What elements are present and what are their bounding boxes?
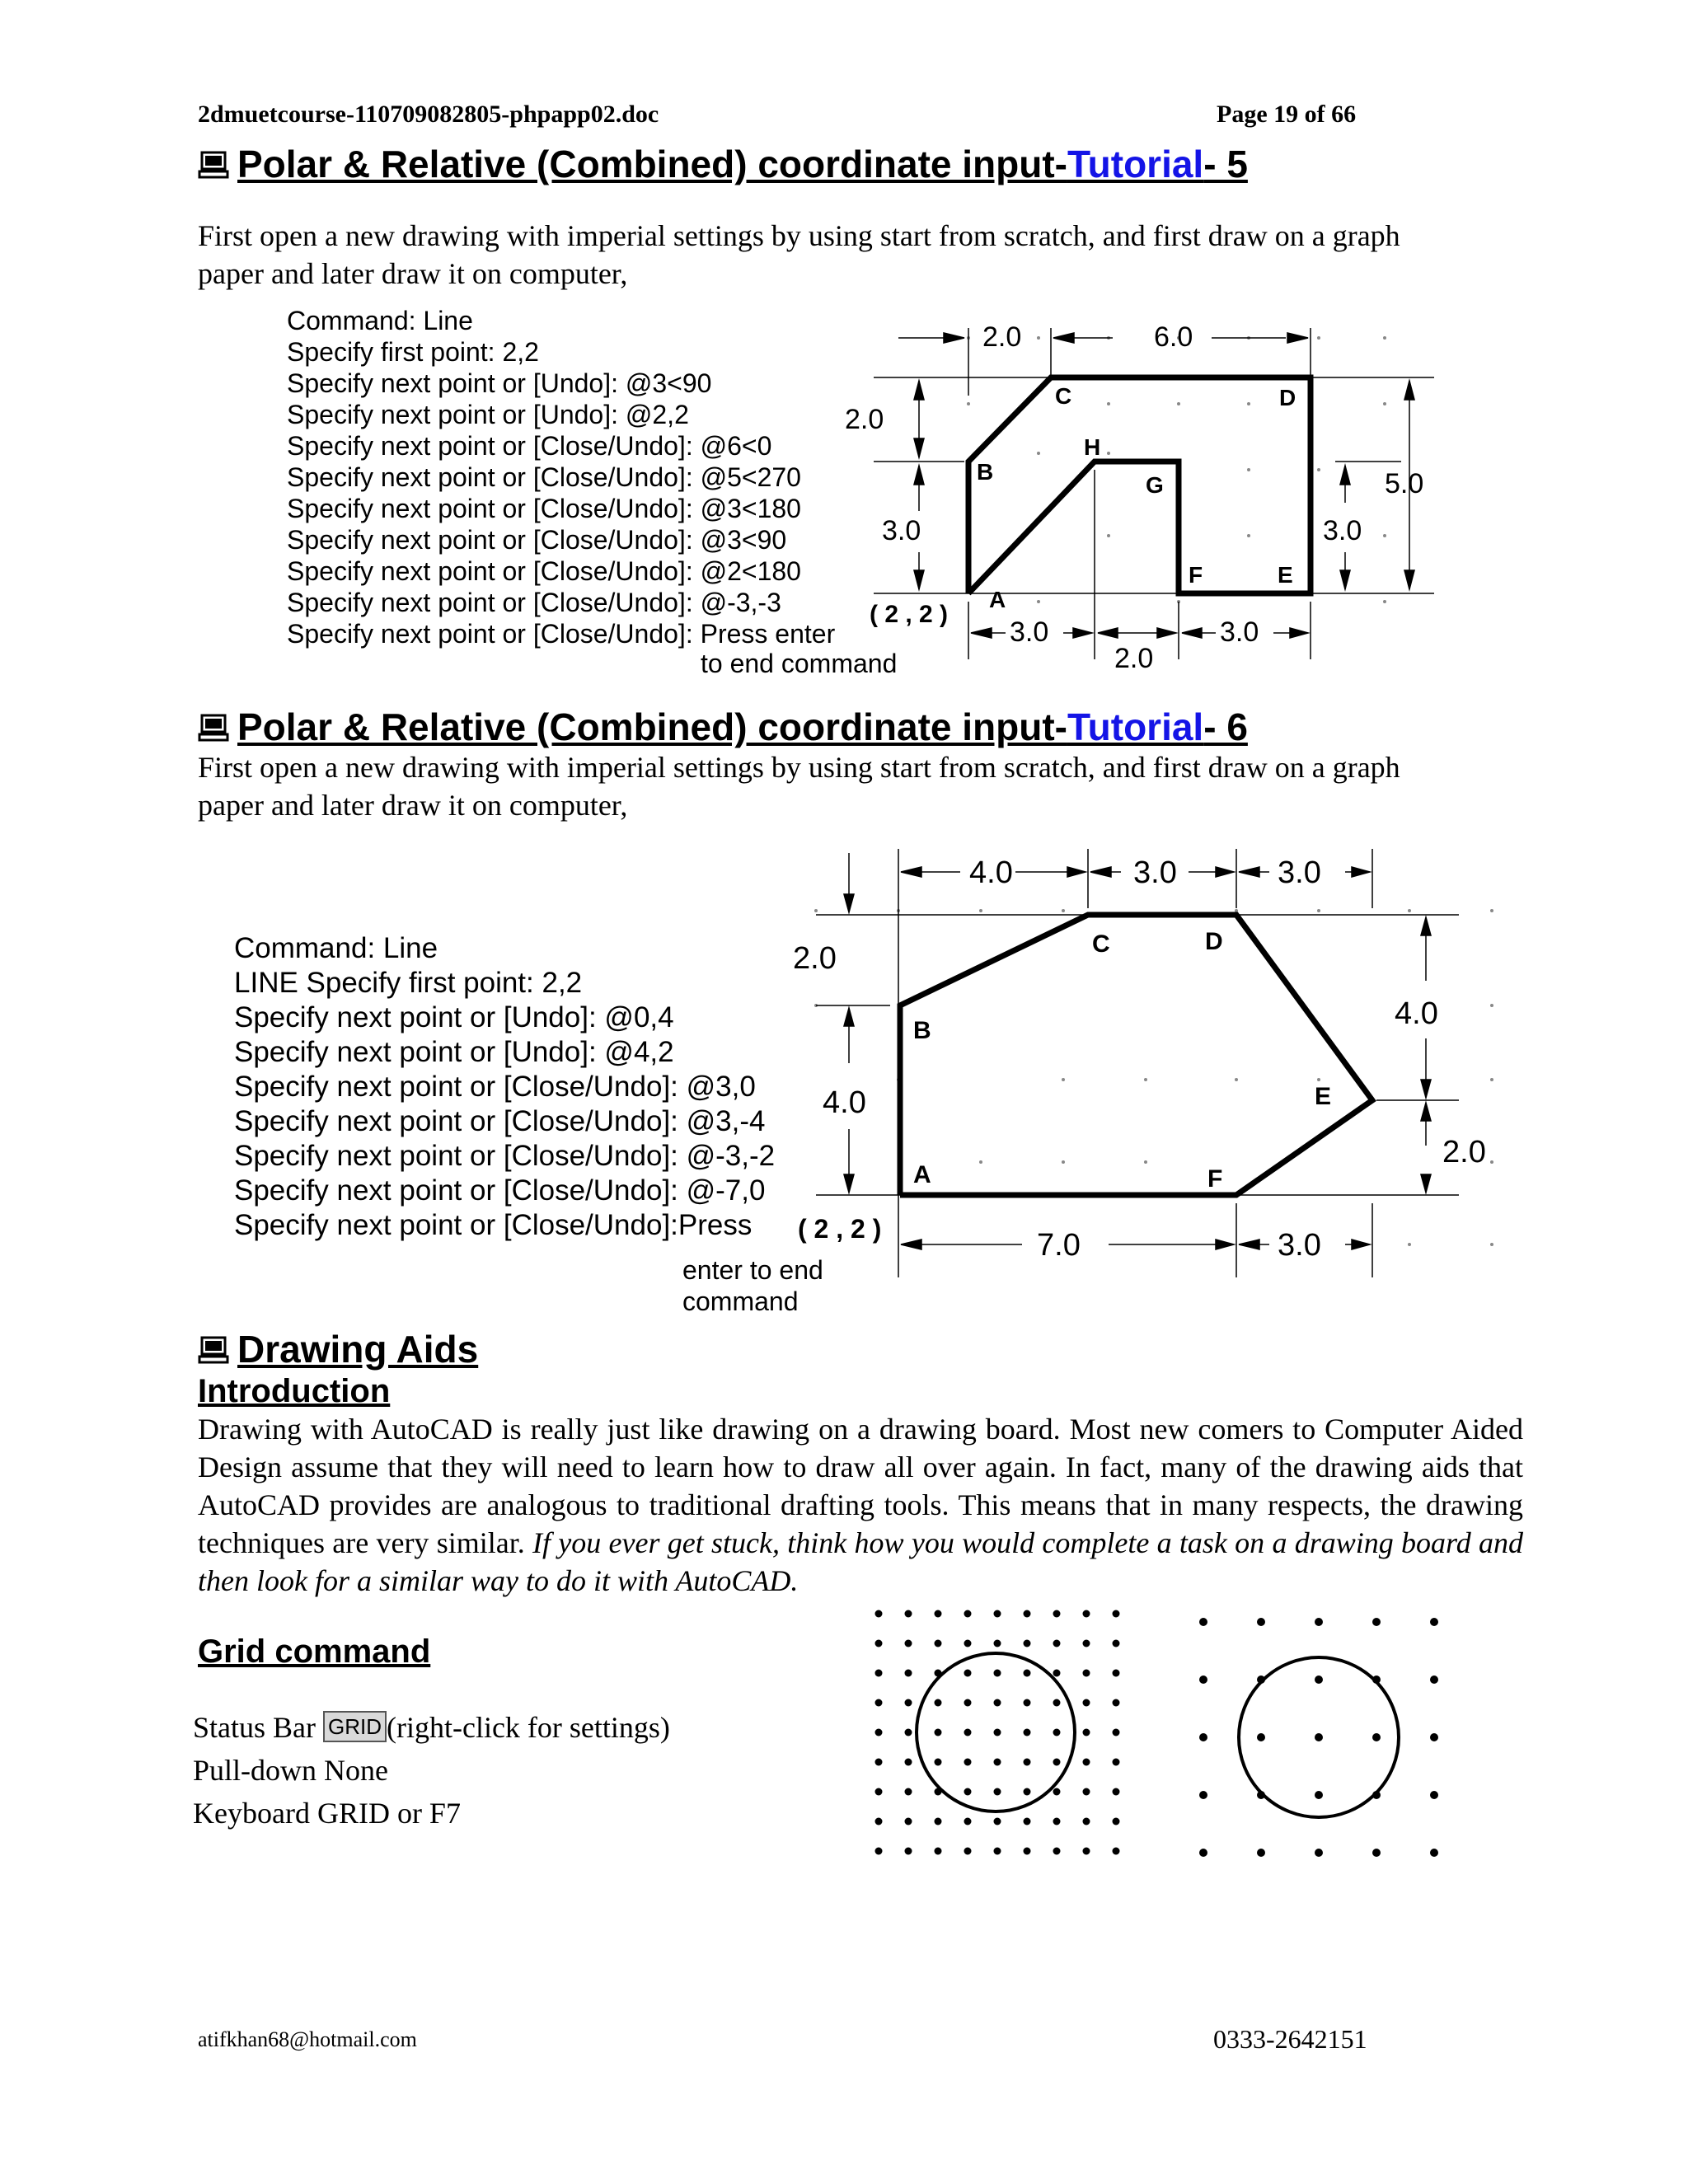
sparse-grid-illustration [1179, 1607, 1459, 1871]
grid-dot [1372, 1849, 1381, 1857]
tutorial6-command-line: Specify next point or [Close/Undo]: @-7,0 [234, 1174, 766, 1207]
t6-point-f: F [1207, 1165, 1223, 1193]
grid-dot [994, 1699, 1001, 1707]
grid-dot [1024, 1759, 1031, 1766]
grid-dot [1024, 1848, 1031, 1855]
grid-dot [1315, 1733, 1323, 1741]
grid-dot [1430, 1618, 1438, 1626]
tutorial5-command-list [287, 305, 835, 649]
grid-dot [994, 1788, 1001, 1796]
t6-start-point: ( 2 , 2 ) [798, 1214, 882, 1244]
grid-dot [935, 1759, 942, 1766]
grid-dot [964, 1848, 972, 1855]
t5-point-h: H [1084, 434, 1101, 460]
grid-dot [1053, 1699, 1061, 1707]
t6-dim-bottom-left: 7.0 [1037, 1228, 1081, 1263]
tutorial6-title-prefix: Polar & Relative (Combined) coordinate input- [237, 705, 1067, 748]
grid-dot [875, 1699, 883, 1707]
grid-dot [1315, 1849, 1323, 1857]
grid-dot [905, 1699, 912, 1707]
tutorial6-command-line: Specify next point or [Undo]: @0,4 [234, 1001, 674, 1033]
grid-dot [1053, 1610, 1061, 1618]
grid-dot [1053, 1670, 1061, 1677]
grid-dot [905, 1848, 912, 1855]
grid-dot [1199, 1791, 1207, 1799]
t5-dim-bottom-mid: 2.0 [1114, 643, 1154, 674]
grid-dot [875, 1610, 883, 1618]
footer-phone: 0333-2642151 [1213, 2024, 1367, 2054]
t5-point-f: F [1189, 562, 1203, 588]
t5-dim-right-inner: 3.0 [1323, 515, 1362, 546]
grid-dot [1083, 1610, 1090, 1618]
grid-dot [1083, 1729, 1090, 1736]
grid-dot [1083, 1788, 1090, 1796]
grid-dot [1315, 1791, 1323, 1799]
tutorial5-title-prefix: Polar & Relative (Combined) coordinate input- [237, 143, 1067, 185]
grid-dot [1199, 1849, 1207, 1857]
grid-dot [964, 1610, 972, 1618]
status-bar-label: Status Bar [193, 1711, 316, 1744]
grid-dot [935, 1818, 942, 1825]
grid-dot [994, 1729, 1001, 1736]
t6-dim-bottom-right: 3.0 [1278, 1228, 1321, 1263]
grid-dot [905, 1818, 912, 1825]
tutorial5-figure [841, 305, 1467, 684]
grid-dot [1199, 1733, 1207, 1741]
grid-dot [875, 1729, 883, 1736]
grid-dot [964, 1818, 972, 1825]
drawing-aids-title [198, 1327, 478, 1371]
tutorial5-command-line: Specify first point: 2,2 [287, 337, 539, 367]
grid-dot [1372, 1618, 1381, 1626]
status-bar-note: (right-click for settings) [387, 1711, 670, 1744]
grid-dot [1430, 1791, 1438, 1799]
header-page-number: Page 19 of 66 [1217, 101, 1357, 128]
grid-dot [964, 1788, 972, 1796]
tutorial5-command-line: Specify next point or [Close/Undo]: @3<180 [287, 494, 801, 523]
tutorial5-command-tail: to end command [701, 649, 898, 678]
grid-dot [994, 1818, 1001, 1825]
grid-dot [935, 1640, 942, 1647]
grid-dot [994, 1759, 1001, 1766]
grid-dot [1113, 1818, 1120, 1825]
grid-dot [1024, 1729, 1031, 1736]
grid-dot [875, 1788, 883, 1796]
t6-dim-top-1: 4.0 [969, 855, 1013, 890]
grid-dot [1257, 1618, 1265, 1626]
computer-icon [198, 714, 229, 742]
grid-dot [994, 1848, 1001, 1855]
dense-grid-illustration [865, 1599, 1129, 1863]
t5-point-c: C [1055, 383, 1072, 409]
grid-dot [1053, 1640, 1061, 1647]
grid-dot [964, 1670, 972, 1677]
t6-point-b: B [913, 1017, 931, 1044]
grid-dot [994, 1610, 1001, 1618]
grid-dot [1113, 1670, 1120, 1677]
grid-dot [935, 1699, 942, 1707]
grid-dot [875, 1759, 883, 1766]
grid-dot [1113, 1848, 1120, 1855]
grid-dot [1113, 1788, 1120, 1796]
grid-dot [1053, 1759, 1061, 1766]
t5-point-e: E [1278, 562, 1293, 588]
tutorial5-intro: First open a new drawing with imperial settings by using start from scratch, and first draw on a graph paper and later draw it on computer, [198, 219, 1400, 290]
tutorial6-command-line: Specify next point or [Close/Undo]: @-3,-2 [234, 1140, 776, 1172]
t5-point-d: D [1279, 385, 1296, 410]
grid-dot [964, 1729, 972, 1736]
t5-start-point: ( 2 , 2 ) [870, 601, 949, 628]
grid-dot [1199, 1618, 1207, 1626]
grid-dot [1053, 1818, 1061, 1825]
grid-dot [905, 1640, 912, 1647]
grid-dot [875, 1848, 883, 1855]
grid-dot [1113, 1640, 1120, 1647]
introduction-italic-text: If you ever get stuck, think how you would complete a task on a drawing board and then look for a similar way to do it with AutoCAD. [198, 1526, 1524, 1597]
grid-dot [1113, 1699, 1120, 1707]
grid-dot [1053, 1729, 1061, 1736]
footer-email: atifkhan68@hotmail.com [198, 2027, 417, 2051]
t6-dim-right-upper: 4.0 [1395, 996, 1438, 1031]
grid-dot [1315, 1618, 1323, 1626]
t6-point-d: D [1205, 928, 1223, 955]
tutorial6-figure [783, 832, 1508, 1294]
tutorial6-command-line: LINE Specify first point: 2,2 [234, 967, 583, 999]
tutorial5-command-line: Specify next point or [Close/Undo]: @3<90 [287, 525, 787, 555]
t6-point-c: C [1092, 930, 1110, 958]
tutorial6-command-line: Command: Line [234, 932, 438, 964]
tutorial5-link[interactable]: Tutorial [1067, 143, 1204, 185]
drawing-aids-title-text: Drawing Aids [237, 1328, 479, 1371]
grid-dot [1024, 1699, 1031, 1707]
tutorial5-command-line: Specify next point or [Close/Undo]: @6<0 [287, 431, 772, 461]
t5-dim-top-left: 2.0 [982, 321, 1022, 353]
t6-point-e: E [1315, 1083, 1332, 1110]
grid-dot [1113, 1759, 1120, 1766]
grid-dot [905, 1729, 912, 1736]
tutorial6-command-line: Specify next point or [Close/Undo]: @3,0 [234, 1071, 756, 1103]
grid-dot [994, 1670, 1001, 1677]
grid-dot [1113, 1610, 1120, 1618]
grid-dot [905, 1610, 912, 1618]
grid-dot [1372, 1733, 1381, 1741]
tutorial5-title [198, 142, 1248, 186]
grid-dot [875, 1818, 883, 1825]
t5-dim-left-upper: 2.0 [845, 404, 884, 435]
grid-dot [1430, 1849, 1438, 1857]
grid-dot [905, 1670, 912, 1677]
t6-dim-top-2: 3.0 [1133, 855, 1177, 890]
tutorial5-command-line: Specify next point or [Close/Undo]: @5<270 [287, 462, 801, 492]
t5-point-g: G [1146, 472, 1164, 498]
grid-dot [905, 1759, 912, 1766]
tutorial5-title-suffix: - 5 [1203, 143, 1248, 185]
grid-dot [964, 1759, 972, 1766]
grid-dot [1257, 1849, 1265, 1857]
grid-dot [1024, 1640, 1031, 1647]
introduction-heading: Introduction [198, 1373, 391, 1409]
grid-dot [875, 1670, 883, 1677]
grid-dot [1024, 1788, 1031, 1796]
grid-dot [1257, 1733, 1265, 1741]
t5-point-b: B [977, 459, 994, 485]
keyboard-line: Keyboard GRID or F7 [193, 1797, 461, 1830]
t5-dim-right-total: 5.0 [1385, 468, 1424, 499]
t6-dim-right-lower: 2.0 [1442, 1135, 1486, 1169]
t6-dim-left-lower: 4.0 [823, 1085, 866, 1120]
grid-dot [1053, 1848, 1061, 1855]
grid-dot [935, 1729, 942, 1736]
grid-dot [905, 1788, 912, 1796]
t5-point-a: A [989, 587, 1006, 612]
grid-access-list [193, 1706, 670, 1835]
t5-dim-bottom-right: 3.0 [1220, 616, 1259, 648]
tutorial6-intro: First open a new drawing with imperial settings by using start from scratch, and first draw on a graph paper and later draw it on computer, [198, 751, 1400, 822]
tutorial5-command-line: Specify next point or [Undo]: @3<90 [287, 368, 712, 398]
grid-dot [1024, 1670, 1031, 1677]
computer-icon [198, 1336, 229, 1364]
grid-dot [935, 1610, 942, 1618]
grid-dot [964, 1699, 972, 1707]
tutorial6-command-line: Specify next point or [Close/Undo]:Press [234, 1209, 753, 1241]
t5-dim-top-right: 6.0 [1154, 321, 1193, 353]
grid-dot [1430, 1675, 1438, 1684]
grid-dot [875, 1640, 883, 1647]
grid-status-button[interactable]: GRID [323, 1711, 387, 1742]
tutorial5-command-line: Command: Line [287, 306, 473, 335]
grid-dot [1083, 1818, 1090, 1825]
t6-dim-top-3: 3.0 [1278, 855, 1321, 890]
t5-dim-left-lower: 3.0 [882, 515, 921, 546]
tutorial6-link[interactable]: Tutorial [1067, 705, 1204, 748]
grid-dot [1083, 1699, 1090, 1707]
tutorial5-command-line: Specify next point or [Close/Undo]: @-3,-3 [287, 588, 781, 617]
grid-dot [964, 1640, 972, 1647]
tutorial5-command-line: Specify next point or [Undo]: @2,2 [287, 400, 689, 429]
tutorial6-command-line: Specify next point or [Undo]: @4,2 [234, 1036, 674, 1068]
grid-command-heading: Grid command [198, 1633, 431, 1670]
introduction-text: Drawing with AutoCAD is really just like drawing on a drawing board. Most new comers to Computer Aided Design assume that they will need to learn how to draw all over again. In fact, many of the drawing aids that AutoCAD provides are analogous to traditional drafting tools. This means that in many respects, the drawing techniques are very similar. [198, 1413, 1523, 1559]
grid-dot [1315, 1675, 1323, 1684]
grid-dot [994, 1640, 1001, 1647]
grid-dot [1083, 1640, 1090, 1647]
grid-dot [1053, 1788, 1061, 1796]
t6-point-a: A [913, 1161, 931, 1188]
grid-dot [1024, 1610, 1031, 1618]
pulldown-line: Pull-down None [193, 1754, 388, 1787]
grid-dot [1083, 1759, 1090, 1766]
header-filename: 2dmuetcourse-110709082805-phpapp02.doc [198, 101, 659, 128]
grid-dot [1024, 1818, 1031, 1825]
computer-icon [198, 151, 229, 179]
tutorial6-command-tail-line2: command [682, 1286, 799, 1316]
grid-dot [1083, 1670, 1090, 1677]
tutorial5-command-line: Specify next point or [Close/Undo]: Press enter [287, 619, 836, 649]
grid-dot [935, 1848, 942, 1855]
t5-dim-bottom-left: 3.0 [1010, 616, 1049, 648]
grid-dot [1083, 1848, 1090, 1855]
tutorial6-command-tail-line1: enter to end [682, 1255, 823, 1285]
introduction-paragraph [198, 1410, 1523, 1600]
tutorial6-command-list [234, 931, 775, 1243]
tutorial6-command-line: Specify next point or [Close/Undo]: @3,-4 [234, 1105, 766, 1137]
grid-dot [1113, 1729, 1120, 1736]
grid-dot [1430, 1733, 1438, 1741]
tutorial5-command-line: Specify next point or [Close/Undo]: @2<180 [287, 556, 801, 586]
tutorial6-title [198, 705, 1248, 749]
tutorial6-title-suffix: - 6 [1203, 705, 1248, 748]
t6-dim-left-upper: 2.0 [793, 941, 837, 976]
grid-dot [1199, 1675, 1207, 1684]
